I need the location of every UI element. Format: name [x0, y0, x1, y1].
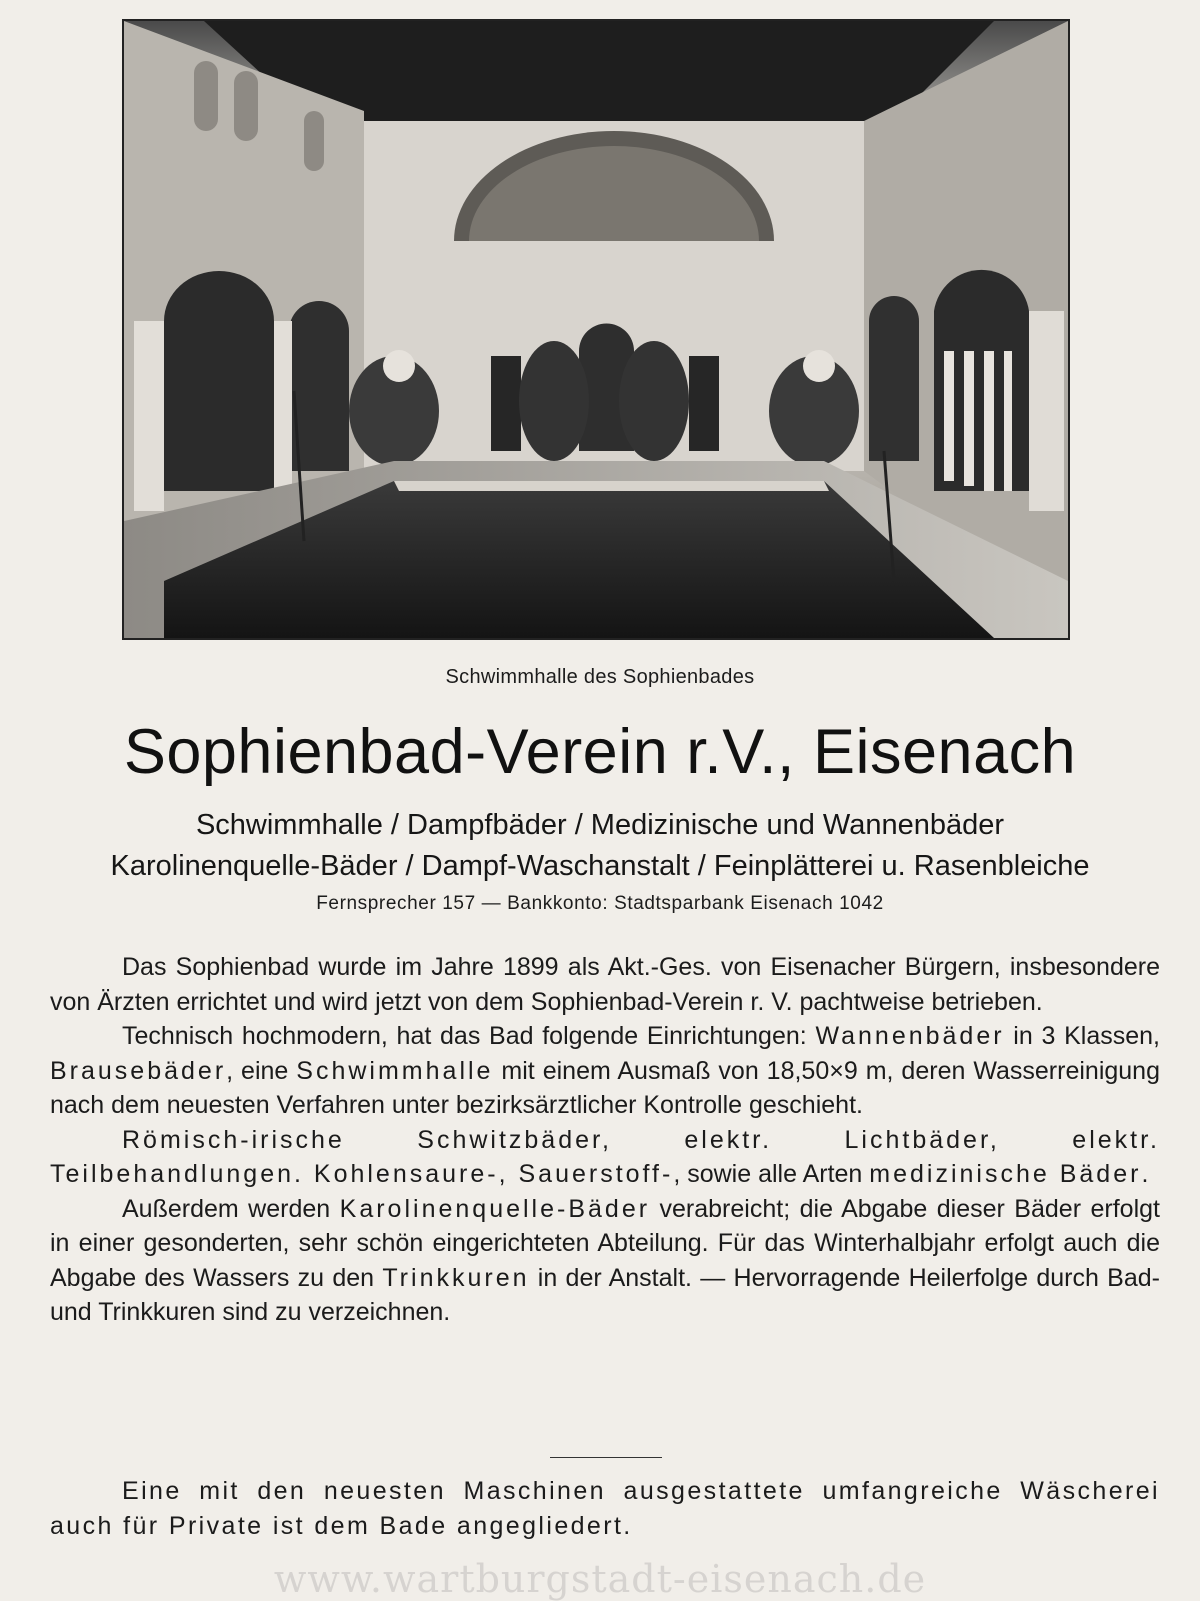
paragraph-history: Das Sophienbad wurde im Jahre 1899 als Akt.-Ges. von Eisenacher Bürgern, insbesondere von Ärzten errichtet und wird jetzt von dem Sophienbad-Verein r. V. pachtweise betrieben. — [50, 953, 1160, 1016]
text-run: Technisch hochmodern, hat das Bad folgende Einrichtungen: — [122, 1022, 816, 1050]
watermark: www.wartburgstadt-eisenach.de — [273, 1557, 927, 1601]
swimming-hall-photo — [122, 19, 1070, 640]
closing-text — [50, 1474, 1160, 1543]
body-text — [50, 950, 1160, 1330]
emphasis-text: Römisch-irische Schwitzbäder, elektr. Lichtbäder, elektr. Teilbehandlungen. Kohlensaure-, Sauerstoff- — [50, 1125, 1160, 1188]
emphasis-text: Karolinenquelle-Bäder — [339, 1194, 651, 1223]
text-run: mit einem Ausmaß von 18,50×9 m, deren Wasserreinigung nach dem neuesten Verfahren unter bezirksärztlicher Kontrolle geschieht. — [50, 1056, 1160, 1119]
page-title: Sophienbad-Verein r.V., Eisenach — [123, 717, 1077, 787]
emphasis-text: Schwimmhalle — [296, 1056, 494, 1085]
paragraph-laundry: Eine mit den neuesten Maschinen ausgestattete umfangreiche Wäscherei auch für Private ist dem Bade angegliedert. — [50, 1477, 1160, 1540]
services-line-2: Karolinenquelle-Bäder / Dampf-Waschanstalt / Feinplätterei u. Rasenbleiche — [110, 850, 1090, 882]
services-line-1: Schwimmhalle / Dampfbäder / Medizinische und Wannenbäder — [195, 809, 1005, 841]
swimming-hall-illustration — [124, 21, 1068, 638]
text-run: , sowie alle Arten — [673, 1160, 870, 1188]
paragraph-facilities — [50, 1019, 1160, 1123]
section-divider — [550, 1457, 662, 1458]
emphasis-text: Trinkkuren — [382, 1263, 530, 1292]
paragraph-karolinenquelle — [50, 1192, 1160, 1330]
text-run: Außerdem werden — [122, 1194, 340, 1223]
text-run: , eine — [226, 1056, 297, 1085]
photo-caption: Schwimmhalle des Sophienbades — [445, 666, 755, 688]
text-run: in der Anstalt. — Hervorragende Heilerfolge durch Bad- und Trinkkuren sind zu verzeichnen. — [50, 1263, 1160, 1326]
emphasis-text: medizinische Bäder — [869, 1160, 1142, 1188]
emphasis-text: Wannenbäder — [815, 1022, 1005, 1050]
contact-line: Fernsprecher 157 — Bankkonto: Stadtsparbank Eisenach 1042 — [316, 893, 884, 914]
text-run: in 3 Klassen, — [1004, 1022, 1160, 1050]
text-run: verabreicht; die Abgabe dieser Bäder erfolgt in einer gesonderten, sehr schön eingerichteten Abteilung. Für das Winterhalbjahr erfolgt auch die Abgabe des Wassers zu den — [50, 1194, 1160, 1292]
paragraph-treatments — [50, 1123, 1160, 1192]
emphasis-text: Brausebäder — [50, 1056, 227, 1085]
text-run: . — [1141, 1160, 1149, 1188]
